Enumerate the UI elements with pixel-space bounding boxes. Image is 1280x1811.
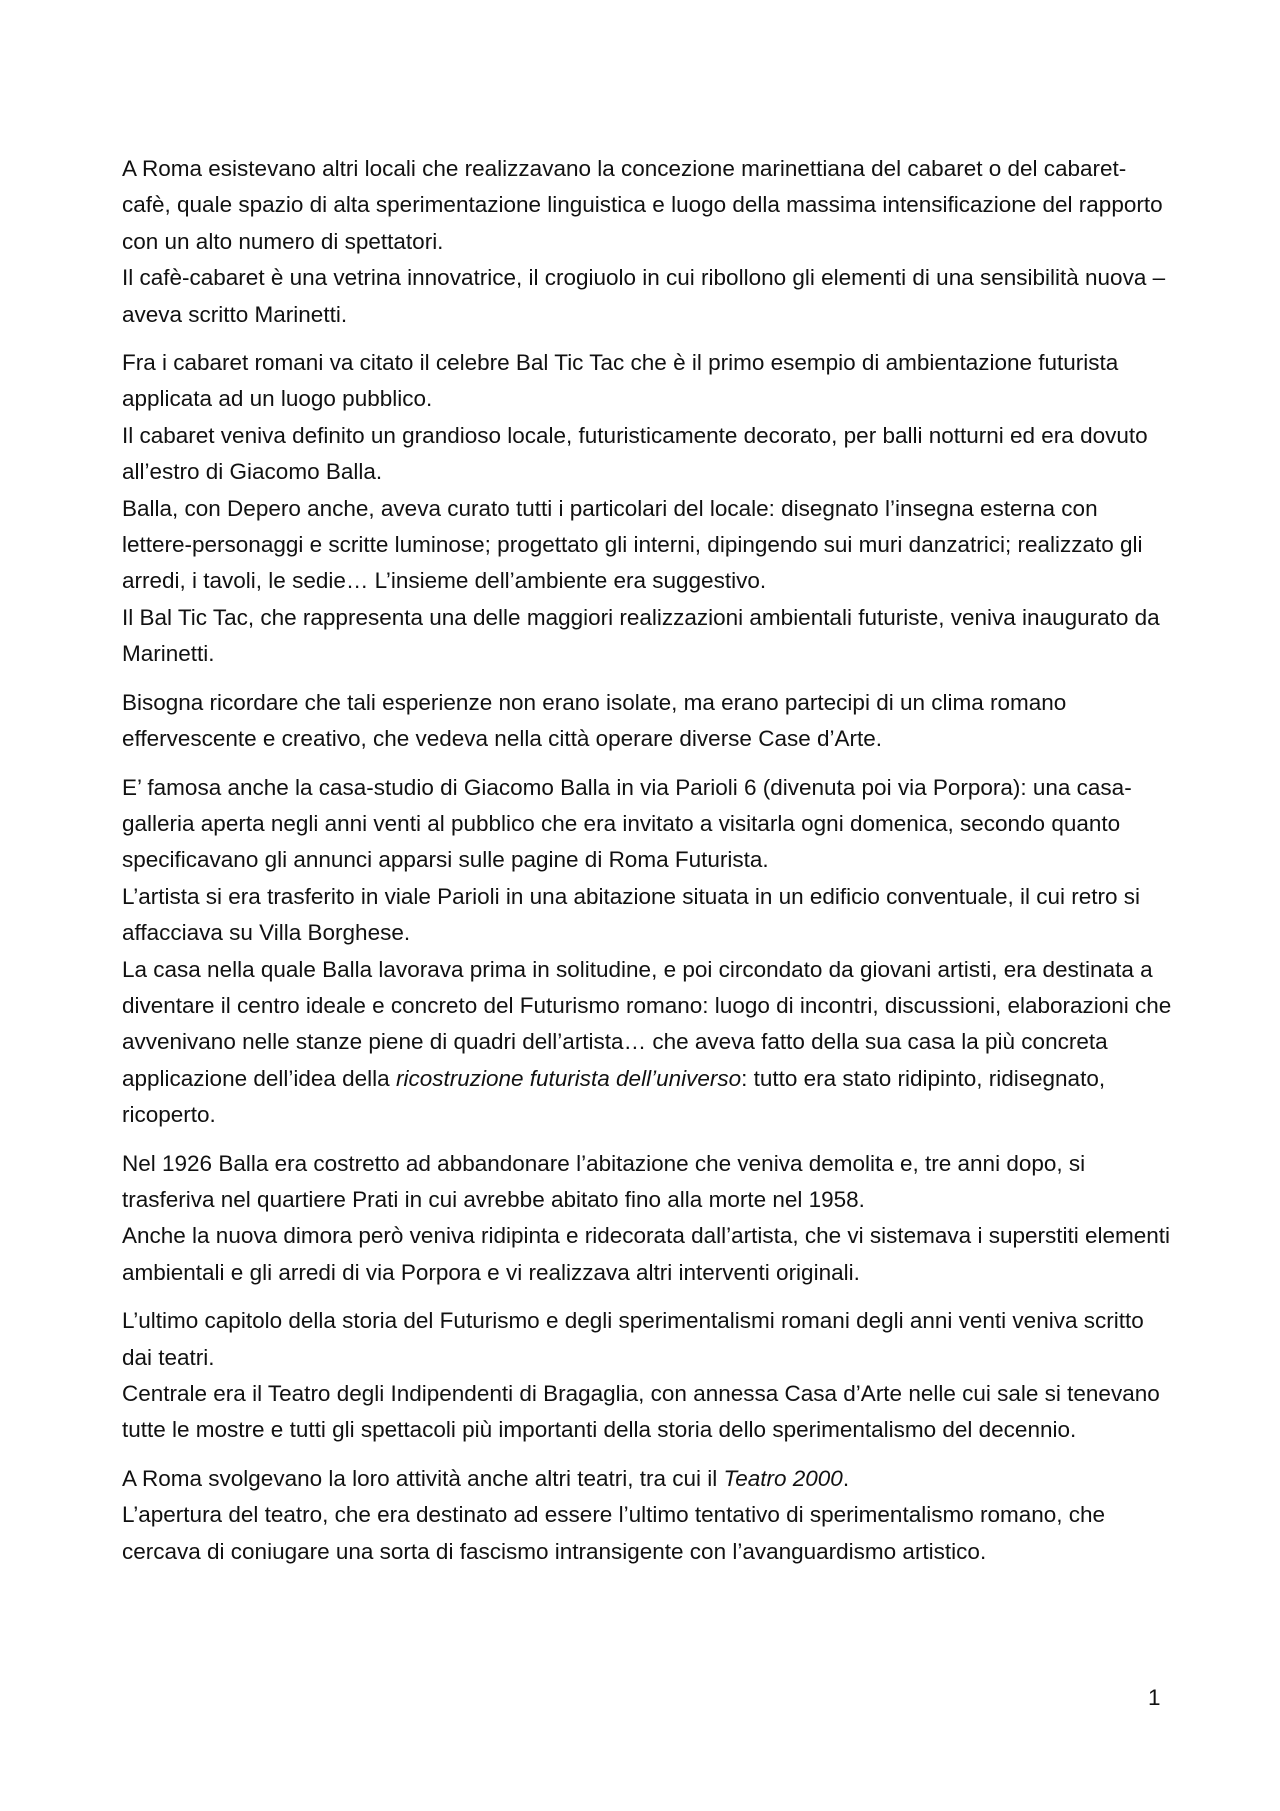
text-run: La casa nella quale Balla lavorava prima in solitudine, e poi circondato da giovani artisti, era destinata a diventare il centro ideale e concreto del Futurismo romano: luogo di incontri, discussioni, elaborazioni che avvenivano nelle stanze piene di quadri dell’artista… che aveva fatto della sua casa la più concreta applicazione dell’idea della (122, 956, 1172, 1091)
text-line: Il cabaret veniva definito un grandioso locale, futuristicamente decorato, per balli notturni ed era dovuto all’estro di Giacomo Balla. (122, 422, 1148, 485)
text-line: Anche la nuova dimora però veniva ridipinta e ridecorata dall’artista, che vi sistemava i superstiti elementi ambientali e gli arredi di via Porpora e vi realizzava altri interventi originali. (122, 1223, 1171, 1285)
paragraph-case-arte (122, 685, 1172, 758)
paragraph-cabaret-intro (122, 151, 1172, 333)
document-body (122, 151, 1172, 1582)
paragraph-teatro-2000 (122, 1461, 1172, 1570)
text-line: L’ultimo capitolo della storia del Futurismo e degli sperimentalismi romani degli anni venti veniva scritto dai teatri. (122, 1308, 1144, 1370)
text-run: A Roma svolgevano la loro attività anche altri teatri, tra cui il (122, 1465, 724, 1491)
text-line: Il cafè-cabaret è una vetrina innovatrice, il crogiuolo in cui ribollono gli elementi di una sensibilità nuova – aveva scritto Marinetti. (122, 265, 1166, 327)
text-line: L’apertura del teatro, che era destinato ad essere l’ultimo tentativo di sperimentalismo romano, che cercava di coniugare una sorta di fascismo intransigente con l’avanguardismo artistico. (122, 1502, 1106, 1564)
text-line-with-italic (122, 1461, 1172, 1497)
text-line: Centrale era il Teatro degli Indipendenti di Bragaglia, con annessa Casa d’Arte nelle cui sale si tenevano tutte le mostre e tutti gli spettacoli più importanti della storia dello sperimentalismo del decennio. (122, 1381, 1160, 1443)
text-line: Nel 1926 Balla era costretto ad abbandonare l’abitazione che veniva demolita e, tre anni dopo, si trasferiva nel quartiere Prati in cui avrebbe abitato fino alla morte nel 1958. (122, 1150, 1086, 1212)
text-line: Fra i cabaret romani va citato il celebre Bal Tic Tac che è il primo esempio di ambientazione futurista applicata ad un luogo pubblico. (122, 350, 1119, 412)
paragraph-bal-tic-tac (122, 345, 1172, 673)
paragraph-teatri (122, 1303, 1172, 1449)
page-number: 1 (1148, 1685, 1161, 1710)
text-line: E’ famosa anche la casa-studio di Giacomo Balla in via Parioli 6 (divenuta poi via Porpora): una casa-galleria aperta negli anni venti al pubblico che era invitato a visitarla ogni domenica, secondo quanto specificavano gli annunci apparsi sulle pagine di Roma Futurista. (122, 774, 1132, 873)
italic-text-run: ricostruzione futurista dell’universo (395, 1065, 742, 1091)
text-line: A Roma esistevano altri locali che realizzavano la concezione marinettiana del cabaret o del cabaret-cafè, quale spazio di alta sperimentazione linguistica e luogo della massima intensificazione del rapporto con un alto numero di spettatori. (122, 156, 1163, 254)
text-line-with-italic (122, 952, 1172, 1134)
text-line: Balla, con Depero anche, aveva curato tutti i particolari del locale: disegnato l’insegna esterna con lettere-personaggi e scritte luminose; progettato gli interni, dipingendo sui muri danzatrici; realizzato gli arredi, i tavoli, le sedie… L’insieme dell’ambiente era suggestivo. (122, 495, 1143, 594)
text-line: Bisogna ricordare che tali esperienze non erano isolate, ma erano partecipi di un clima romano effervescente e creativo, che vedeva nella città operare diverse Case d’Arte. (122, 689, 1067, 752)
italic-text-run: Teatro 2000 (723, 1465, 843, 1491)
text-line: L’artista si era trasferito in viale Parioli in una abitazione situata in un edificio conventuale, il cui retro si affacciava su Villa Borghese. (122, 883, 1141, 946)
text-line: Il Bal Tic Tac, che rappresenta una delle maggiori realizzazioni ambientali futuriste, veniva inaugurato da Marinetti. (122, 604, 1160, 667)
paragraph-prati (122, 1146, 1172, 1292)
text-run: . (842, 1465, 850, 1491)
text-run: : tutto era stato ridipinto, ridisegnato, ricoperto. (122, 1065, 1106, 1128)
paragraph-casa-balla (122, 770, 1172, 1134)
